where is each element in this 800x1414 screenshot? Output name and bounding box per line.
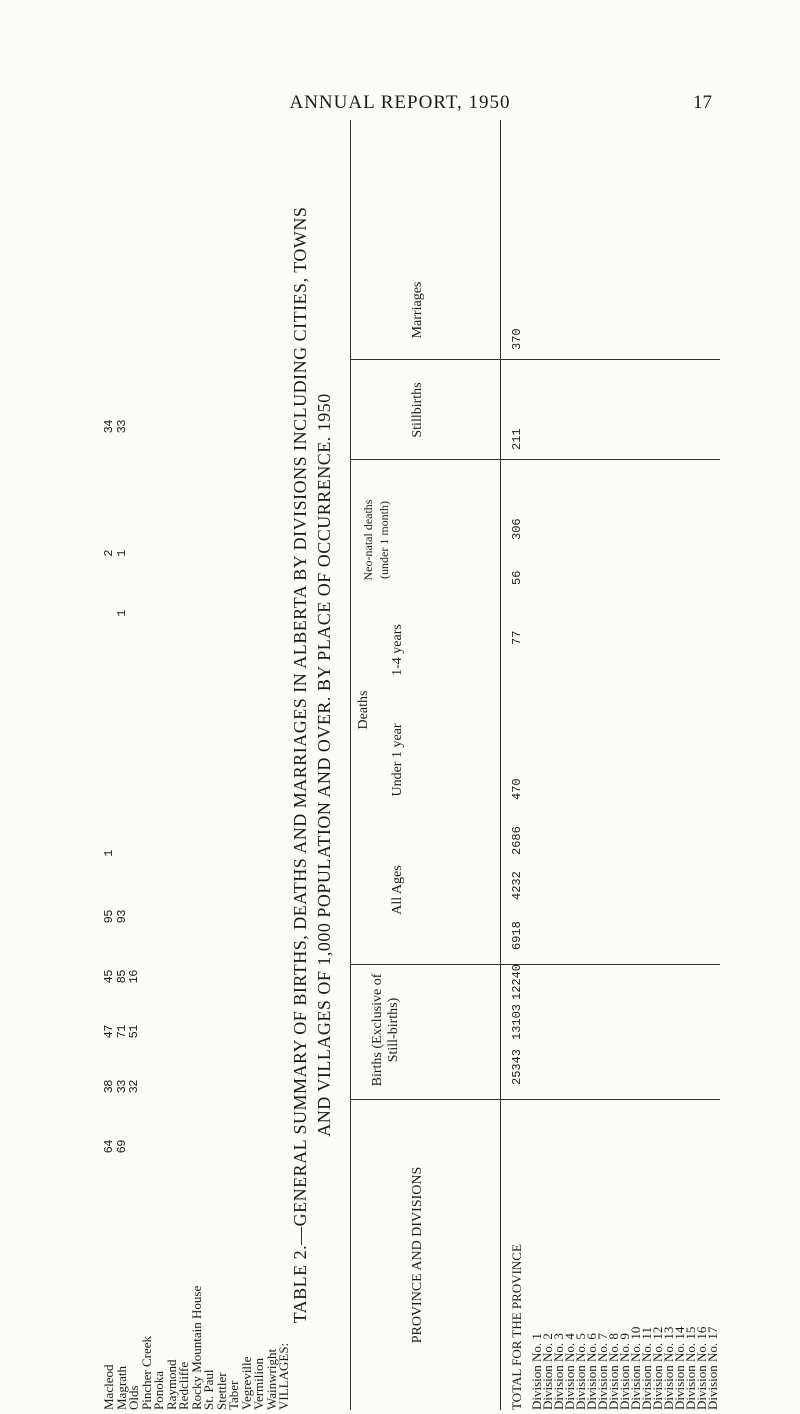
town-value: 64 (102, 1140, 116, 1154)
division-row: Division No. 9 (617, 1333, 632, 1410)
division-row: Division No. 12 (650, 1326, 665, 1410)
town-name: Pincher Creek (138, 1335, 154, 1410)
town-name: Rocky Mountain House (188, 1285, 204, 1410)
division-row: Division No. 17 (705, 1326, 720, 1410)
town-value: 85 (114, 970, 129, 984)
province-label: TOTAL FOR THE PROVINCE (509, 1244, 524, 1410)
all-ages-head: All Ages (390, 865, 405, 915)
town-name: Vermilion (251, 1358, 266, 1410)
deaths-head: Deaths (356, 690, 371, 730)
town-name: Magrath (113, 1365, 129, 1410)
town-value: 93 (114, 910, 129, 924)
births-head: Births (Exclusive of Still-births) (370, 973, 401, 1087)
province-value: 6918 (510, 921, 524, 950)
province-value: 370 (510, 328, 524, 350)
province-value: 25343 (510, 1048, 524, 1085)
province-value: 12240 (510, 963, 524, 1000)
division-row: Division No. 8 (606, 1333, 621, 1410)
division-row: Division No. 5 (573, 1333, 588, 1410)
summary-table (350, 120, 720, 1410)
division-row: Division No. 13 (661, 1326, 676, 1410)
villages-label: VILLAGES: (276, 1342, 291, 1410)
running-title: ANNUAL REPORT, 1950 (289, 92, 511, 113)
division-row: Division No. 7 (595, 1333, 610, 1410)
rotated-table-page (100, 120, 720, 1410)
page-number: 17 (693, 92, 712, 113)
town-name: Vegreville (238, 1356, 254, 1410)
town-value: 69 (114, 1140, 129, 1154)
town-value: 47 (102, 1025, 116, 1039)
town-name: Wainwright (263, 1348, 279, 1410)
division-row: Division No. 16 (694, 1326, 709, 1410)
marriages-head: Marriages (410, 281, 425, 339)
province-value: 2686 (510, 826, 524, 855)
section-label: PROVINCE AND DIVISIONS (410, 1166, 425, 1344)
town-value: 16 (127, 970, 141, 984)
town-value: 71 (114, 1025, 129, 1039)
town-value: 2 (102, 550, 116, 557)
province-total-row (509, 328, 524, 1410)
division-row: Division No. 10 (628, 1326, 643, 1410)
town-name: St. Paul (201, 1369, 216, 1410)
province-value: 306 (510, 518, 524, 540)
division-row: Division No. 4 (562, 1333, 577, 1410)
page-header (0, 90, 800, 120)
town-value: 33 (114, 1080, 129, 1094)
under1-head: Under 1 year (390, 723, 405, 797)
town-value: 34 (102, 420, 116, 434)
province-value: 211 (510, 428, 524, 450)
province-value: 4232 (510, 871, 524, 900)
table-title: TABLE 2.—GENERAL SUMMARY OF BIRTHS, DEATHS AND MARRIAGES IN ALBERTA BY DIVISIONS INCLUDING CITIES, TOWNS (290, 206, 310, 1324)
province-value: 77 (510, 630, 524, 645)
division-row: Division No. 11 (639, 1327, 654, 1410)
town-name: Stettler (213, 1372, 229, 1410)
town-name: Olds (126, 1385, 141, 1410)
town-value: 1 (114, 550, 129, 557)
town-value: 38 (102, 1080, 116, 1094)
division-row: Division No. 15 (683, 1326, 698, 1410)
province-value: 56 (510, 570, 524, 585)
division-row: Division No. 14 (672, 1326, 687, 1410)
town-name: Taber (226, 1380, 241, 1410)
stillbirths-head: Stillbirths (410, 382, 425, 438)
division-row: Division No. 1 (529, 1333, 544, 1410)
town-name: Redcliffe (176, 1361, 191, 1410)
division-row: Division No. 2 (540, 1333, 555, 1410)
neonatal-head: Neo-natal deaths (under 1 month) (361, 499, 391, 581)
town-value: 95 (102, 910, 116, 924)
table-title-line2: AND VILLAGES OF 1,000 POPULATION AND OVER. BY PLACE OF OCCURRENCE. 1950 (314, 393, 334, 1137)
town-name: Ponoka (151, 1371, 166, 1410)
province-value: 13103 (510, 1003, 524, 1040)
town-value: 45 (102, 970, 116, 984)
one-four-head: 1-4 years (390, 624, 405, 676)
province-value: 470 (510, 778, 524, 800)
division-row: Division No. 6 (584, 1333, 599, 1410)
town-name: Macleod (101, 1364, 116, 1410)
town-value: 1 (114, 610, 129, 617)
town-name: Raymond (163, 1359, 179, 1410)
town-value: 33 (114, 420, 129, 434)
town-value: 32 (127, 1080, 141, 1094)
town-value: 51 (127, 1025, 141, 1039)
division-row: Division No. 3 (551, 1333, 566, 1410)
town-value: 1 (102, 850, 116, 857)
towns-list (100, 120, 290, 1410)
